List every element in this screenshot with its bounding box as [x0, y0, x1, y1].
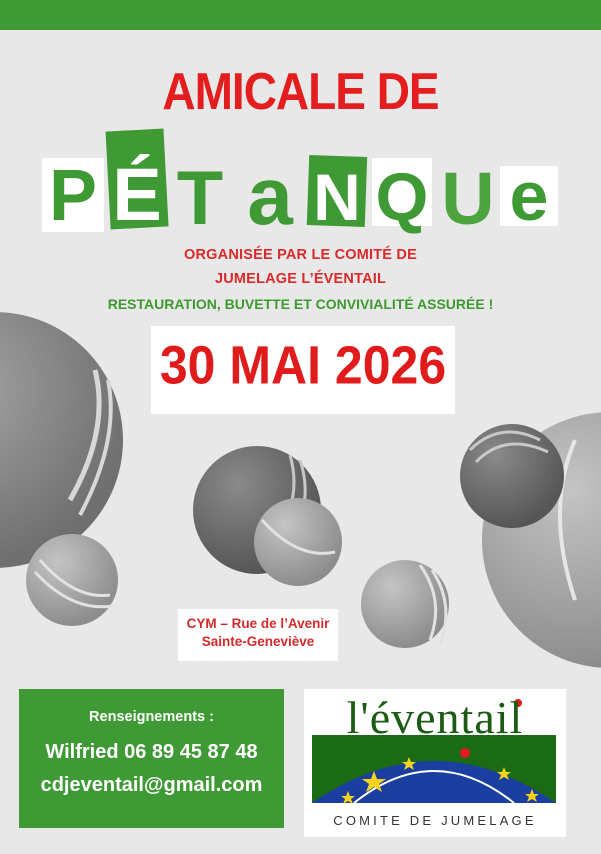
title-letter-u: U	[441, 157, 495, 240]
title-letter-q: Q	[375, 159, 429, 235]
event-date: 30 MAI 2026	[159, 334, 447, 396]
ball-left-large	[0, 312, 123, 568]
logo-subtitle: COMITE DE JUMELAGE	[333, 813, 537, 828]
contact-email: cdjeventail@gmail.com	[40, 774, 263, 796]
contact-heading: Renseignements :	[89, 709, 214, 725]
contact-box	[19, 689, 284, 828]
title-letter-t: T	[176, 156, 224, 240]
contact-phone: Wilfried 06 89 45 87 48	[45, 741, 258, 763]
title-letter-n: N	[313, 160, 361, 234]
title-letter-p: P	[48, 156, 98, 236]
event-title-line1: AMICALE DE	[162, 61, 439, 121]
title-letter-e: e	[509, 157, 549, 235]
organizer-line1: ORGANISÉE PAR LE COMITÉ DE	[184, 247, 417, 263]
tagline: RESTAURATION, BUVETTE ET CONVIVIALITÉ ASSURÉE !	[107, 296, 494, 312]
petanque-title	[40, 128, 565, 240]
ball-right-center	[361, 560, 449, 648]
location-line1: CYM – Rue de l’Avenir	[186, 616, 330, 631]
ball-small-left	[26, 534, 118, 626]
organizer-line2: JUMELAGE L’ÉVENTAIL	[214, 271, 387, 287]
location-line2: Sainte-Geneviève	[201, 634, 315, 649]
title-letter-a: a	[247, 151, 293, 240]
eventail-logo	[304, 689, 566, 837]
logo-wordmark: l'éventail	[346, 692, 524, 743]
ball-center-light	[254, 498, 342, 586]
title-letter-e-accent: É	[112, 153, 162, 236]
location-box	[178, 609, 338, 661]
ball-right-dark	[460, 424, 564, 528]
